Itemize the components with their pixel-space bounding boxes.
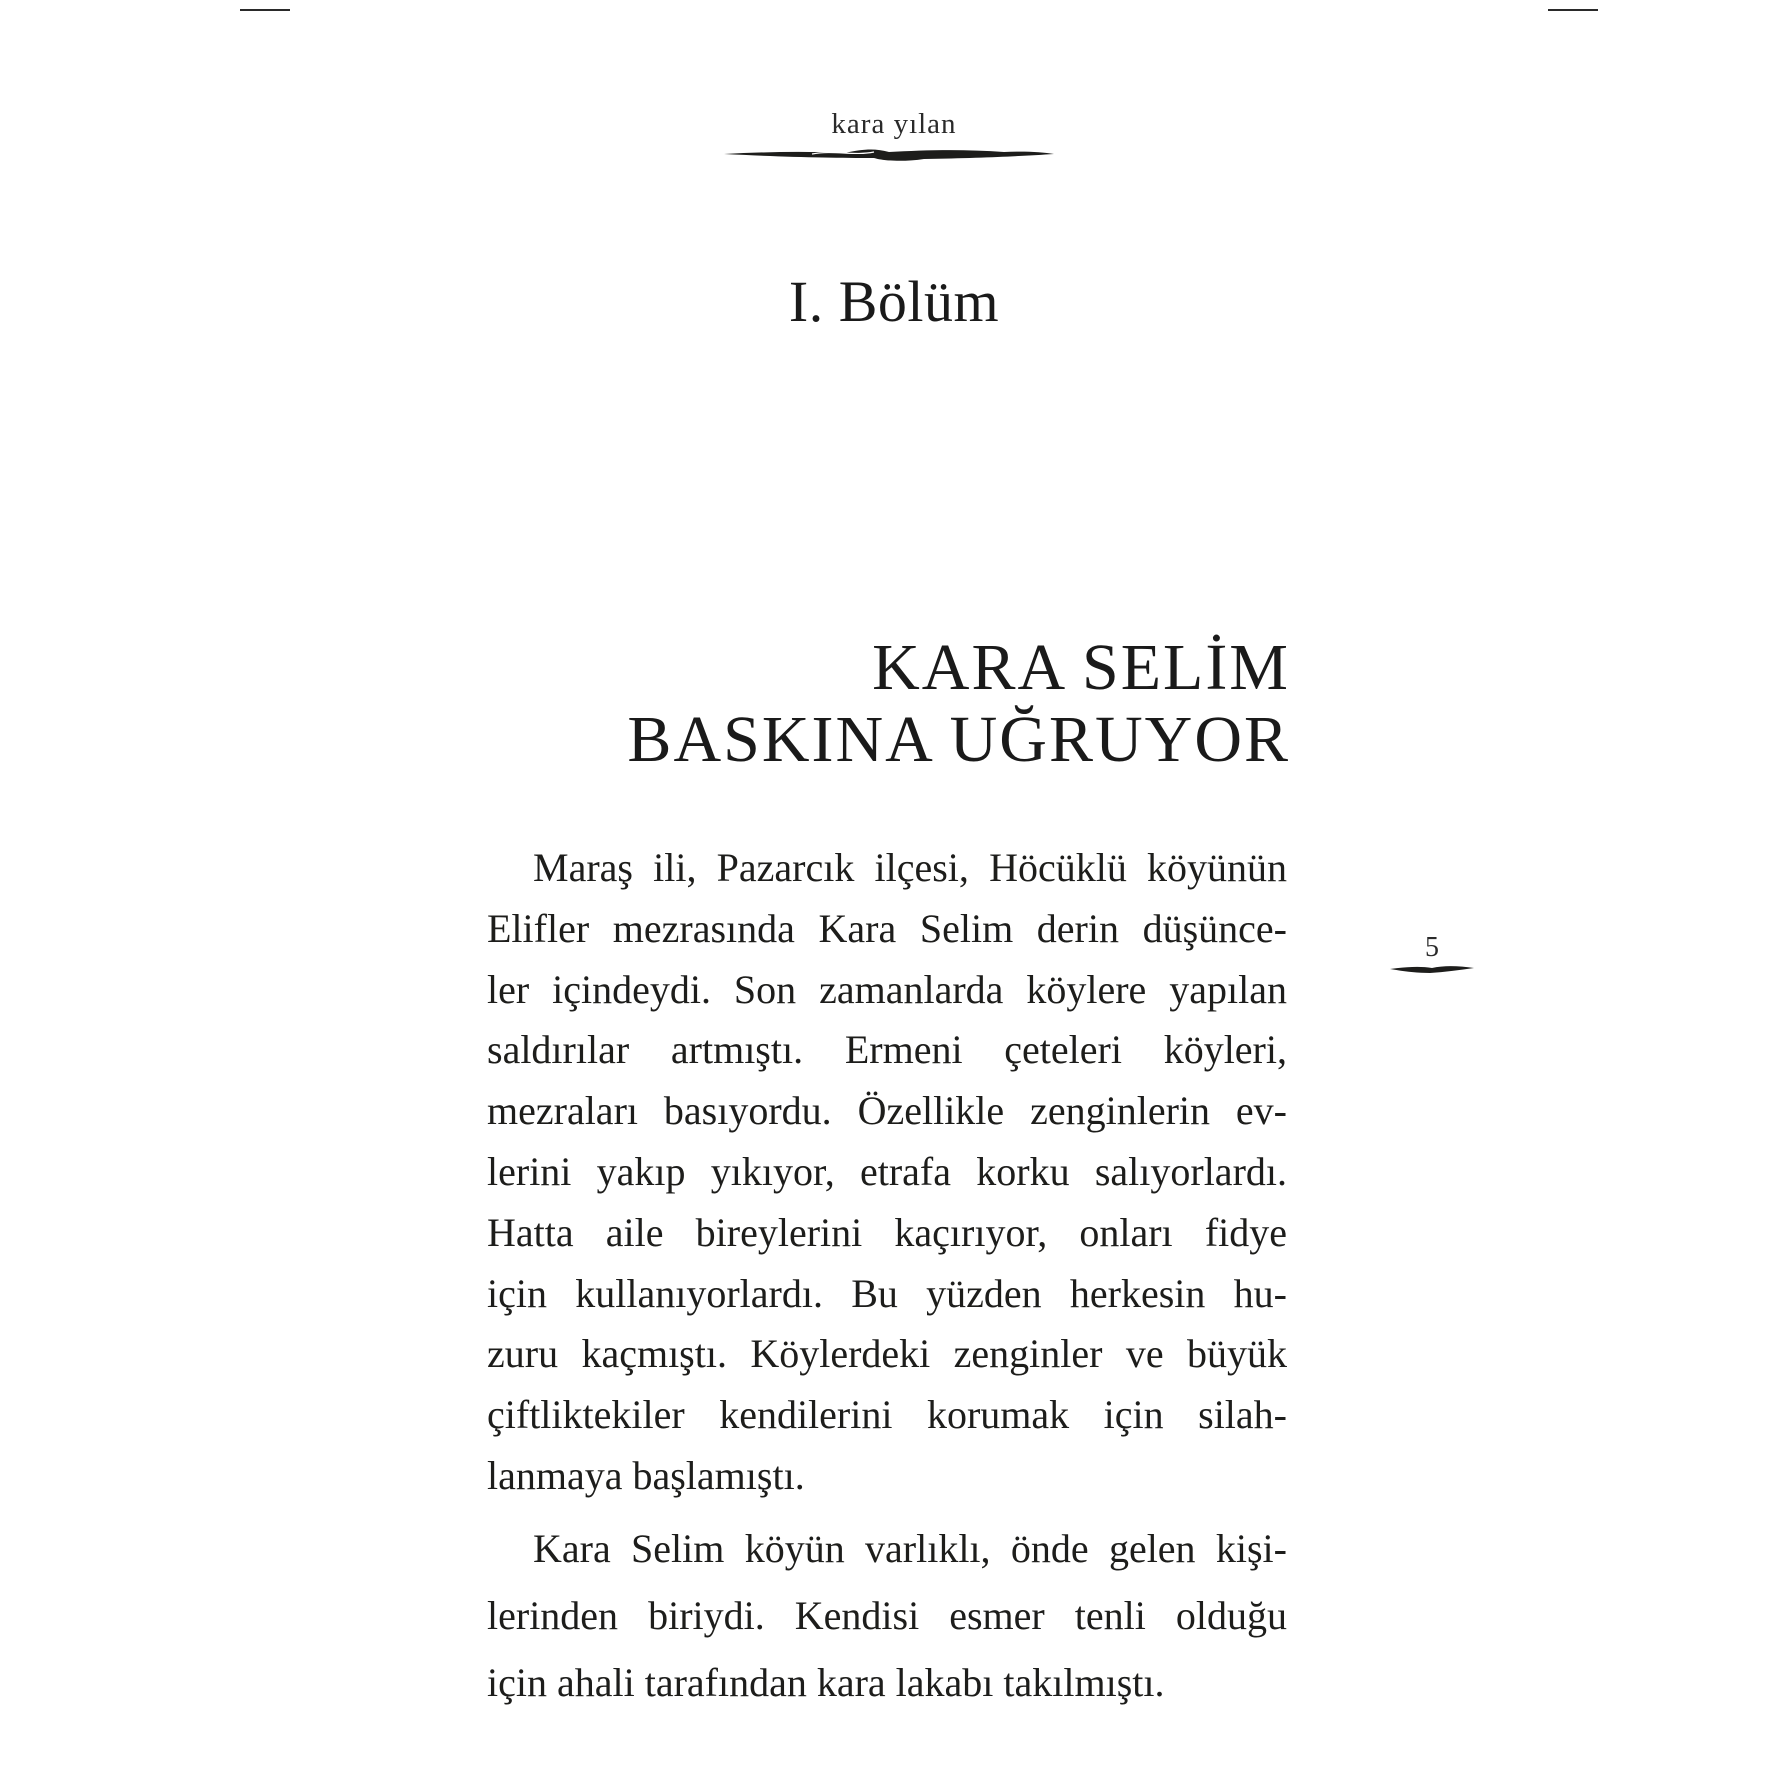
- paragraph-1-line: Elifler mezrasında Kara Selim derin düşünce-: [487, 905, 1287, 951]
- paragraph-1-line: ler içindeydi. Son zamanlarda köylere yapılan: [487, 966, 1287, 1012]
- paragraph-1-line: mezraları basıyordu. Özellikle zenginlerin ev-: [487, 1088, 1287, 1134]
- crop-mark-left: [240, 9, 290, 11]
- paragraph-2-line: Kara Selim köyün varlıklı, önde gelen kişi-: [533, 1525, 1287, 1571]
- paragraph-2-line: lerinden biriydi. Kendisi esmer tenli olduğu: [487, 1592, 1287, 1638]
- paragraph-1-line: lerini yakıp yıkıyor, etrafa korku salıyorlardı.: [487, 1148, 1287, 1194]
- paragraph-1-line: saldırılar artmıştı. Ermeni çeteleri köyleri,: [487, 1027, 1287, 1073]
- running-head: kara yılan: [831, 108, 957, 140]
- chapter-title-line-2: BASKINA UĞRUYOR: [627, 703, 1290, 776]
- running-head-swash-ornament: [724, 146, 1054, 164]
- page-number-swash-ornament: [1390, 962, 1474, 976]
- body-text: [487, 838, 1287, 1716]
- paragraph-1-line: zuru kaçmıştı. Köylerdeki zenginler ve büyük: [487, 1331, 1287, 1377]
- paragraph-1-line: Hatta aile bireylerini kaçırıyor, onları fidye: [487, 1209, 1287, 1255]
- paragraph-2-line: için ahali tarafından kara lakabı takılmıştı.: [487, 1659, 1165, 1705]
- chapter-title-line-1: KARA SELİM: [872, 631, 1290, 704]
- page-number: 5: [1425, 932, 1439, 963]
- chapter-label: I. Bölüm: [788, 269, 1000, 334]
- paragraph-1-line: için kullanıyorlardı. Bu yüzden herkesin hu-: [487, 1270, 1287, 1316]
- paragraph-1-line: lanmaya başlamıştı.: [487, 1452, 805, 1498]
- paragraph-1-line: çiftliktekiler kendilerini korumak için silah-: [487, 1392, 1287, 1438]
- crop-mark-right: [1548, 9, 1598, 11]
- paragraph-1-line: Maraş ili, Pazarcık ilçesi, Höcüklü köyünün: [533, 845, 1287, 890]
- chapter-title: [600, 632, 1290, 776]
- paragraph-gap: [487, 1507, 1287, 1515]
